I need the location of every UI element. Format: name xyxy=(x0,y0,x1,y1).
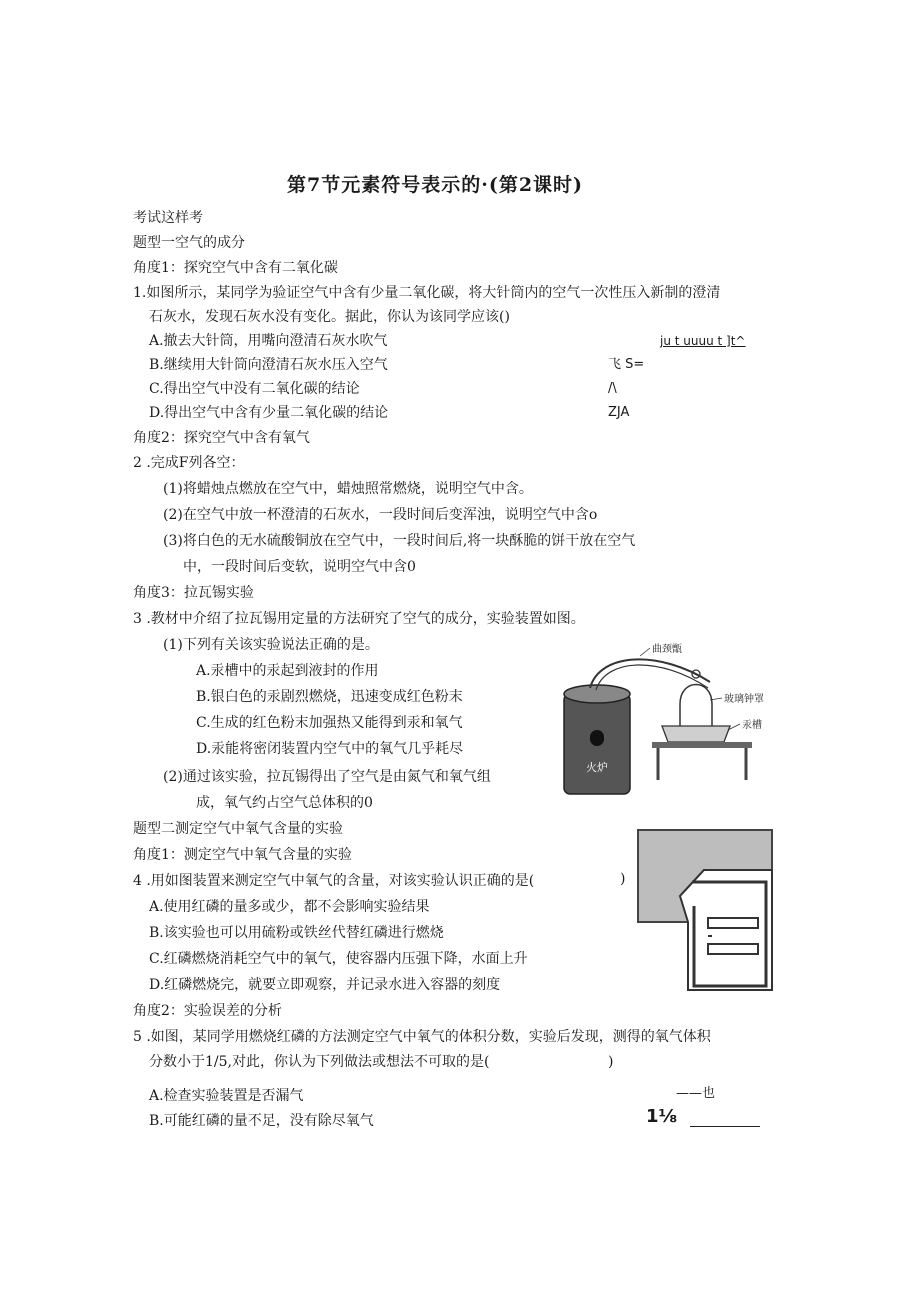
question-type-2: 题型二测定空气中氧气含量的实验 xyxy=(133,821,343,837)
option-b: B.该实验也可以用硫粉或铁丝代替红磷进行燃烧 xyxy=(149,925,444,941)
question-2-stem: 2 .完成F列各空： xyxy=(133,455,245,471)
question-5-stem-close: ) xyxy=(608,1054,614,1070)
option-d: D.红磷燃烧完，就要立即观察，并记录水进入容器的刻度 xyxy=(149,977,501,993)
option-c: C.得出空气中没有二氧化碳的结论 xyxy=(149,381,360,397)
question-5-stem: 5 .如图，某同学用燃烧红磷的方法测定空气中氧气的体积分数，实验后发现，测得的氧气体积 xyxy=(133,1029,711,1045)
bell-jar-label: 玻璃钟罩 xyxy=(724,694,764,705)
figure-1-ocr-text: /\ xyxy=(608,381,617,396)
question-1-stem: 石灰水，发现石灰水没有变化。据此，你认为该同学应该() xyxy=(149,309,510,325)
figure-1-ocr-text: ZJA xyxy=(608,405,630,420)
option-a: A.撤去大针筒，用嘴向澄清石灰水吹气 xyxy=(149,333,388,349)
option-a: A.使用红磷的量多或少，都不会影响实验结果 xyxy=(149,899,430,915)
option-b: B.继续用大针筒向澄清石灰水压入空气 xyxy=(149,357,388,373)
angle-heading: 角度2：探究空气中含有氧气 xyxy=(133,430,310,446)
oxygen-measurement-figure xyxy=(632,826,778,994)
question-2-item: (1)将蜡烛点燃放在空气中，蜡烛照常燃烧，说明空气中含。 xyxy=(163,481,533,497)
lavoisier-apparatus-figure xyxy=(560,642,790,802)
question-type-1: 题型一空气的成分 xyxy=(133,235,245,251)
angle-heading: 角度2：实验误差的分析 xyxy=(133,1003,282,1019)
question-2-item: (3)将白色的无水硫酸铜放在空气中，一段时间后,将一块酥脆的饼干放在空气 xyxy=(163,533,636,549)
question-5-stem: 分数小于1/5,对此，你认为下列做法或想法不可取的是( xyxy=(149,1054,490,1070)
angle-heading: 角度3：拉瓦锡实验 xyxy=(133,585,254,601)
option-a: A.汞槽中的汞起到液封的作用 xyxy=(196,663,379,679)
page-title: 第7节元素符号表示的·(第2课时) xyxy=(287,174,584,196)
question-2-item: 中，一段时间后变软，说明空气中含0 xyxy=(183,559,416,575)
option-d: D.得出空气中含有少量二氧化碳的结论 xyxy=(149,405,389,421)
question-4-stem: 4 .用如图装置来测定空气中氧气的含量，对该实验认识正确的是( xyxy=(133,873,535,889)
question-1-stem: 1.如图所示，某同学为验证空气中含有少量二氧化碳，将大针筒内的空气一次性压入新制的澄清 xyxy=(133,285,721,301)
option-d: D.汞能将密闭装置内空气中的氧气几乎耗尽 xyxy=(196,741,464,757)
option-b: B.可能红磷的量不足，没有除尽氧气 xyxy=(149,1113,374,1129)
angle-heading: 角度1：探究空气中含有二氧化碳 xyxy=(133,260,338,276)
section-header: 考试这样考 xyxy=(133,210,203,226)
furnace-label: 火炉 xyxy=(586,761,608,774)
mercury-trough-label: 汞槽 xyxy=(742,720,762,731)
option-a: A.检查实验装置是否漏气 xyxy=(149,1088,304,1104)
figure-1-ocr-text: 飞 S= xyxy=(608,357,645,372)
question-3-sub2: 成，氧气约占空气总体积的0 xyxy=(196,795,373,811)
question-3-sub1: (1)下列有关该实验说法正确的是。 xyxy=(163,637,379,653)
question-3-stem: 3 .教材中介绍了拉瓦锡用定量的方法研究了空气的成分，实验装置如图。 xyxy=(133,611,585,627)
figure-5-ocr-text: 1⅛ xyxy=(646,1106,678,1127)
angle-heading: 角度1：测定空气中氧气含量的实验 xyxy=(133,847,352,863)
question-4-stem-end: ) xyxy=(620,871,626,887)
question-2-item: (2)在空气中放一杯澄清的石灰水，一段时间后变浑浊，说明空气中含o xyxy=(163,507,598,523)
figure-5-ocr-text: ——也 xyxy=(676,1086,716,1101)
option-b: B.银白色的汞剧烈燃烧，迅速变成红色粉末 xyxy=(196,689,463,705)
option-c: C.红磷燃烧消耗空气中的氧气，使容器内压强下降，水面上升 xyxy=(149,951,528,967)
figure-1-ocr-text: ju t uuuu t ]t^ xyxy=(660,334,746,348)
option-c: C.生成的红色粉末加强热又能得到汞和氧气 xyxy=(196,715,463,731)
retort-label: 曲颈甑 xyxy=(652,644,682,655)
answer-blank-line xyxy=(690,1126,760,1127)
question-3-sub2: (2)通过该实验，拉瓦锡得出了空气是由氮气和氧气组 xyxy=(163,769,491,785)
